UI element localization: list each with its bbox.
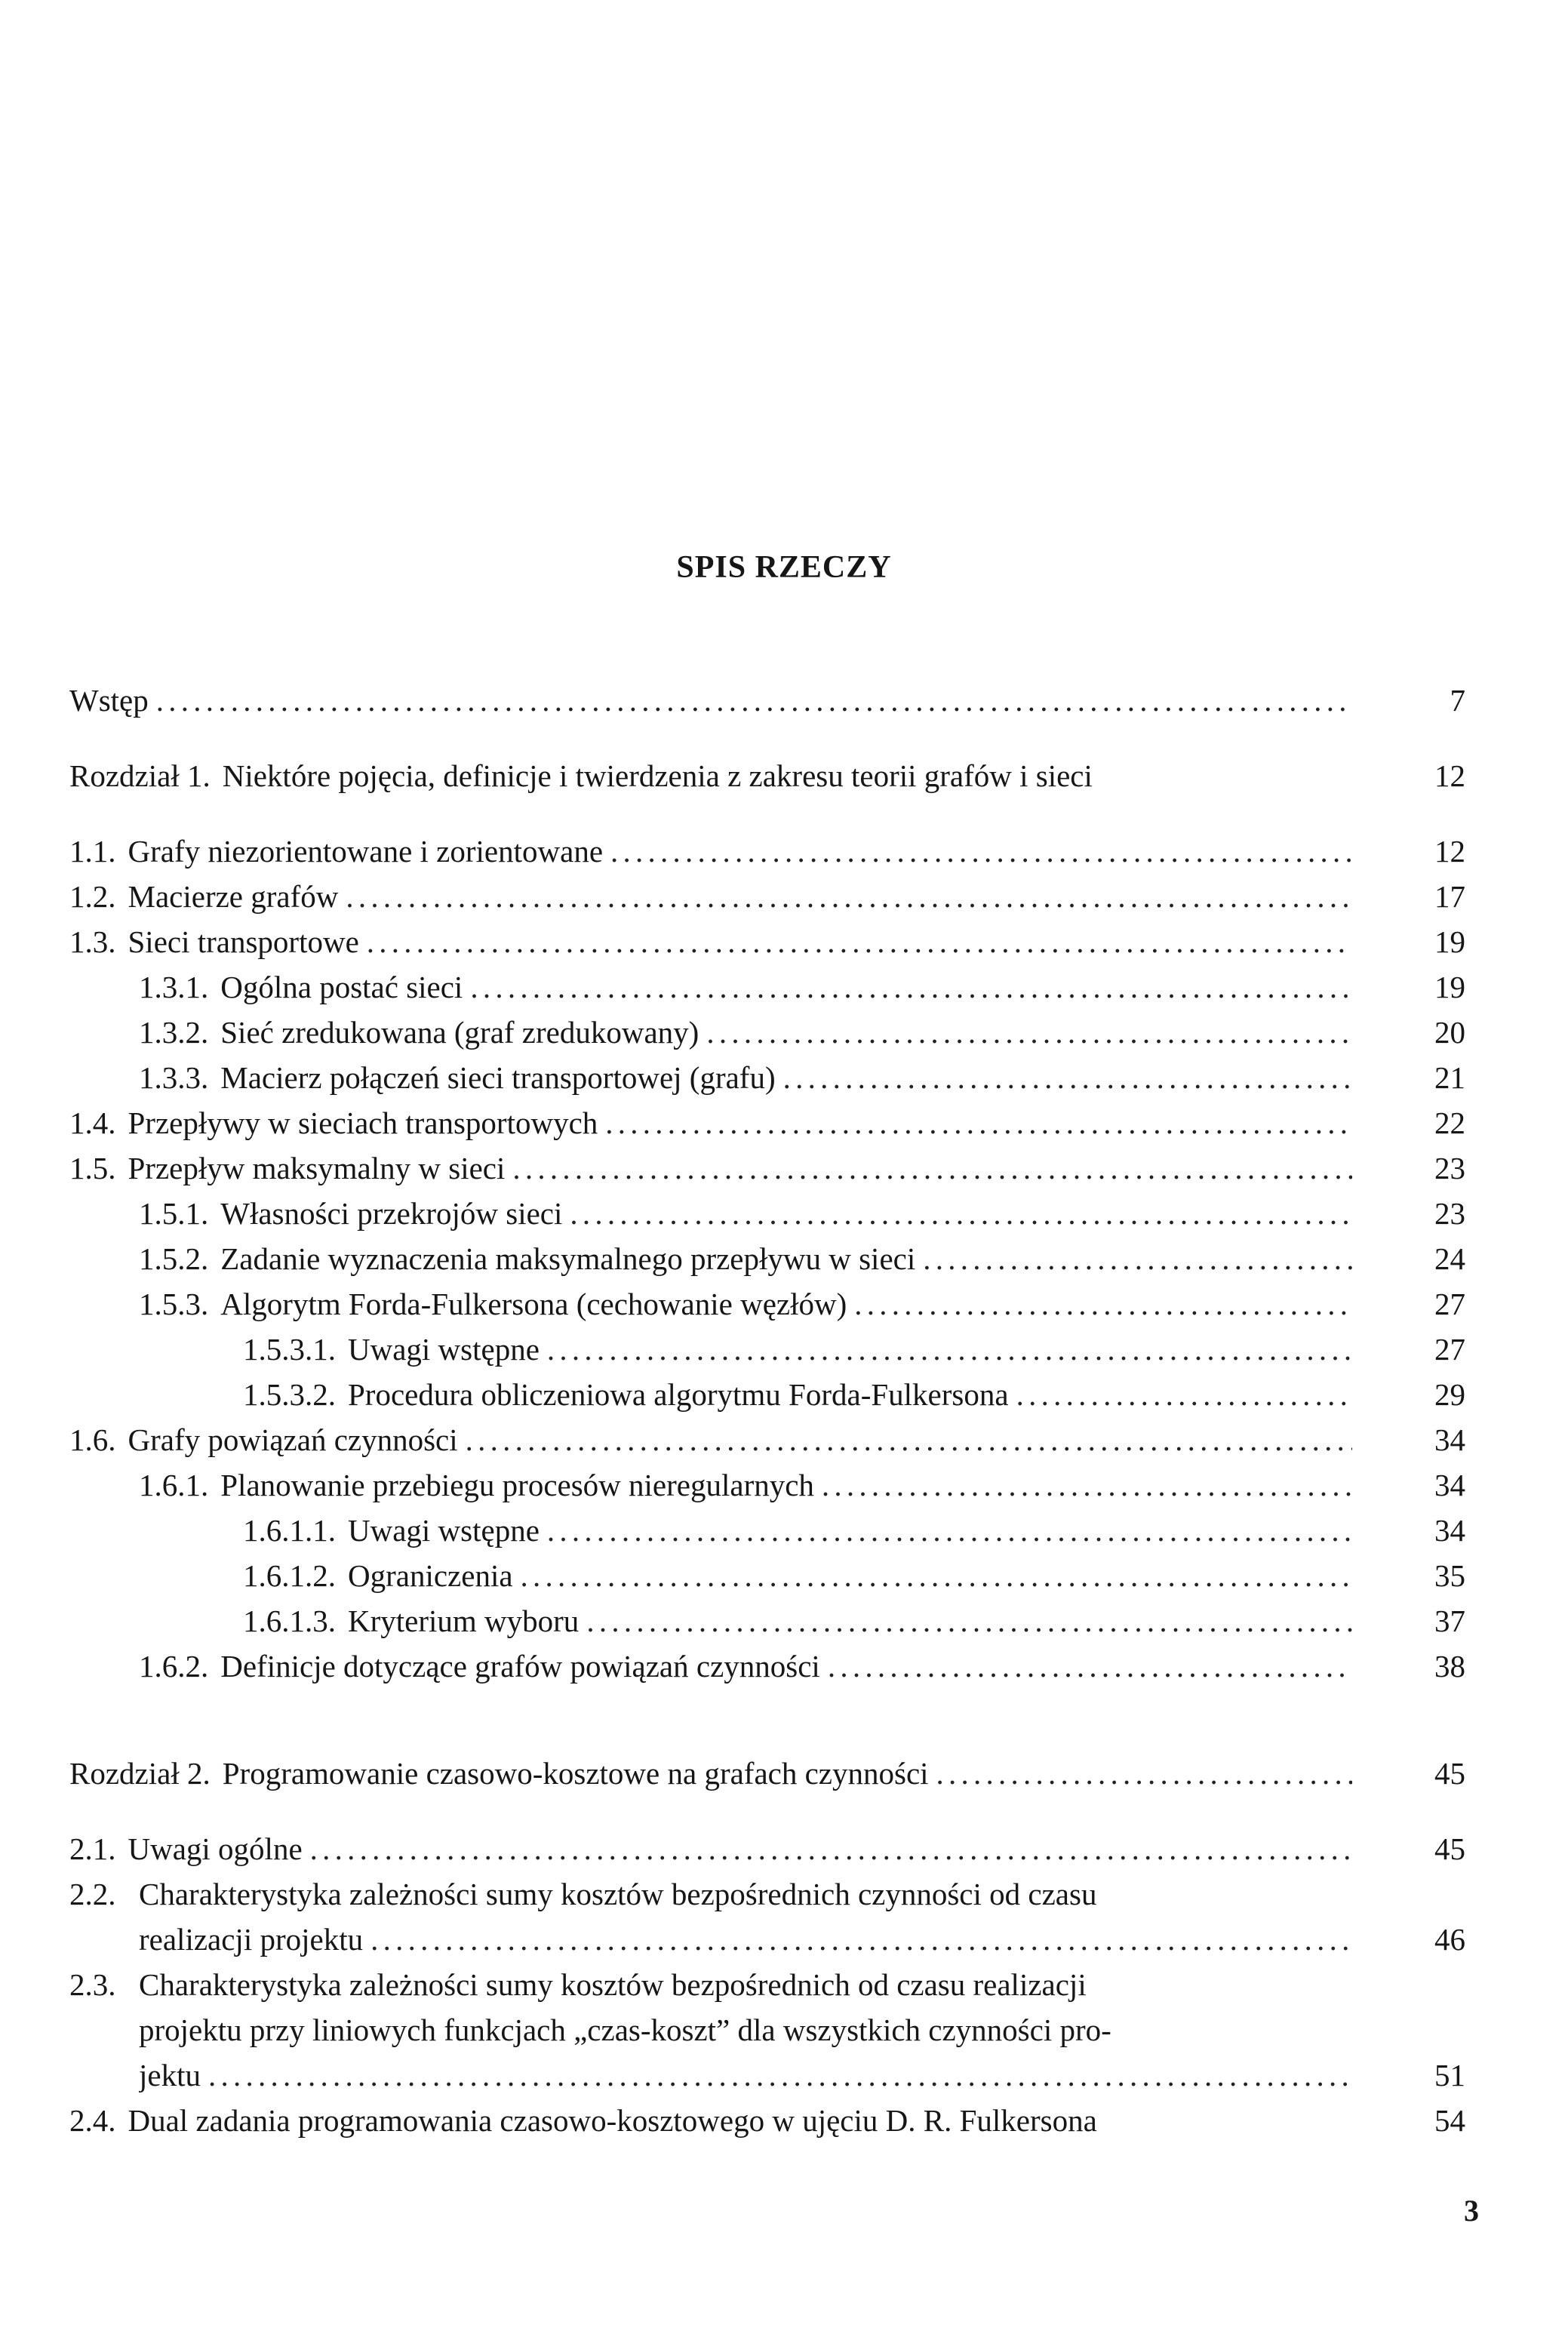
toc-entry-text: Programowanie czasowo-kosztowe na grafach czynności [222, 1756, 929, 1791]
toc-entry-text: Macierz połączeń sieci transportowej (grafu) [220, 1060, 776, 1095]
toc-entry [69, 964, 1465, 1010]
toc-page-number: 29 [1434, 1377, 1465, 1412]
toc-entry-number: Rozdział 2. [69, 1756, 211, 1791]
toc-entry-line [139, 1871, 1352, 1917]
leader-dots [547, 1327, 1352, 1372]
toc-entry-multiline [69, 1962, 1465, 2098]
toc-entry-text: Macierze grafów [128, 879, 339, 914]
toc-entry [69, 1191, 1465, 1236]
toc-page-number: 27 [1434, 1332, 1465, 1367]
toc-entry-number: 1.3.1. [139, 970, 209, 1004]
toc-entry-text: Sieć zredukowana (graf zredukowany) [220, 1015, 699, 1050]
toc-page-number: 34 [1434, 1513, 1465, 1548]
toc-entry-number: 2.3. [69, 1967, 116, 2002]
toc-page-number: 27 [1434, 1287, 1465, 1321]
toc-entry-number: 1.6.1.3. [243, 1604, 336, 1638]
toc-entry [69, 1372, 1465, 1417]
toc-entry-text: Definicje dotyczące grafów powiązań czynności [220, 1649, 820, 1684]
toc-entry-text: Uwagi ogólne [128, 1831, 303, 1866]
leader-dots [828, 1644, 1352, 1689]
leader-dots [470, 964, 1352, 1010]
toc-entry-text: Przepływy w sieciach transportowych [128, 1105, 598, 1140]
toc-page-number: 38 [1434, 1649, 1465, 1684]
toc-page-number: 7 [1450, 683, 1465, 718]
toc-entry-text: Wstęp [69, 683, 149, 718]
leader-dots [610, 829, 1352, 874]
toc-entry-number: 1.3.2. [139, 1015, 209, 1050]
toc-entry [69, 1145, 1465, 1191]
toc-entry-number: 1.4. [69, 1105, 116, 1140]
page-title: SPIS RZECZY [676, 550, 892, 585]
leader-dots [208, 2053, 1352, 2098]
toc-entry [69, 829, 1465, 874]
toc-entry-number: 1.5.3. [139, 1287, 209, 1321]
toc-entry [69, 1417, 1465, 1462]
toc-entry-number: Rozdział 1. [69, 758, 211, 793]
toc-entry [69, 1281, 1465, 1327]
toc-page-number: 45 [1434, 1831, 1465, 1866]
toc-entry-number: 2.4. [69, 2103, 116, 2138]
toc-entry-line [139, 2053, 1352, 2098]
toc-entry [69, 1598, 1465, 1644]
toc-page-number: 12 [1434, 758, 1465, 793]
leader-dots [923, 1236, 1352, 1281]
toc-entry-number: 2.1. [69, 1831, 116, 1866]
toc-page-number: 23 [1434, 1196, 1465, 1231]
leader-dots [370, 1917, 1352, 1962]
toc-page-number: 51 [1434, 2058, 1465, 2093]
toc-entry [69, 1327, 1465, 1372]
toc-page-number: 37 [1434, 1604, 1465, 1638]
toc-page-number: 34 [1434, 1468, 1465, 1502]
toc-entry-text: Ograniczenia [348, 1558, 513, 1593]
toc-entry [69, 1010, 1465, 1055]
toc-entry [69, 1644, 1465, 1689]
leader-dots [466, 1417, 1352, 1462]
toc-entry-line [139, 1962, 1352, 2007]
toc-page-number: 45 [1434, 1756, 1465, 1791]
leader-dots [605, 1100, 1352, 1145]
toc-entry-text: Grafy niezorientowane i zorientowane [128, 834, 604, 869]
leader-dots [521, 1553, 1352, 1598]
toc-entry-text: Ogólna postać sieci [220, 970, 463, 1004]
toc-entry-number: 1.6. [69, 1422, 116, 1457]
table-of-contents [69, 678, 1465, 2143]
leader-dots [547, 1508, 1352, 1553]
toc-entry-chapter-1 [69, 753, 1465, 798]
leader-dots [570, 1191, 1352, 1236]
toc-entry-number: 1.5.3.2. [243, 1377, 336, 1412]
toc-entry [69, 1055, 1465, 1100]
leader-dots [1016, 1372, 1352, 1417]
toc-entry-number: 1.6.2. [139, 1649, 209, 1684]
leader-dots [512, 1145, 1352, 1191]
toc-entry-text: Charakterystyka zależności sumy kosztów bezpośrednich od czasu realizacji [139, 1967, 1087, 2002]
toc-entry-number: 1.1. [69, 834, 116, 869]
leader-dots [346, 874, 1352, 919]
toc-entry [69, 1462, 1465, 1508]
toc-entry-text: Uwagi wstępne [348, 1513, 540, 1548]
toc-page-number: 24 [1434, 1241, 1465, 1276]
toc-entry [69, 1826, 1465, 1871]
toc-entry-number: 1.5.1. [139, 1196, 209, 1231]
toc-entry-number: 1.3.3. [139, 1060, 209, 1095]
toc-entry-number: 1.5.2. [139, 1241, 209, 1276]
toc-entry-text: Uwagi wstępne [348, 1332, 540, 1367]
toc-entry-multiline [69, 1871, 1465, 1962]
toc-entry-text: Grafy powiązań czynności [128, 1422, 458, 1457]
leader-dots [822, 1462, 1352, 1508]
toc-page-number: 21 [1434, 1060, 1465, 1095]
toc-entry-line [139, 2007, 1352, 2053]
leader-dots [586, 1598, 1352, 1644]
toc-entry-text: Planowanie przebiegu procesów nieregularnych [220, 1468, 814, 1502]
toc-entry-text: Niektóre pojęcia, definicje i twierdzenia z zakresu teorii grafów i sieci [222, 758, 1093, 793]
leader-dots [854, 1281, 1352, 1327]
toc-entry [69, 1508, 1465, 1553]
toc-entry-number: 1.2. [69, 879, 116, 914]
toc-entry-chapter-2 [69, 1751, 1465, 1796]
toc-entry-number: 2.2. [69, 1877, 116, 1911]
toc-entry-wstep [69, 678, 1465, 723]
toc-entry-text: Zadanie wyznaczenia maksymalnego przepływu w sieci [220, 1241, 916, 1276]
leader-dots [367, 919, 1352, 964]
leader-dots [156, 678, 1352, 723]
page-folio-number: 3 [1464, 2194, 1479, 2228]
toc-entry-text: Sieci transportowe [128, 924, 359, 959]
toc-page-number: 23 [1434, 1151, 1465, 1185]
toc-page-number: 12 [1434, 834, 1465, 869]
toc-page-number: 19 [1434, 924, 1465, 959]
toc-entry-number: 1.5.3.1. [243, 1332, 336, 1367]
toc-page-number: 46 [1434, 1922, 1465, 1957]
toc-page-number: 19 [1434, 970, 1465, 1004]
toc-entry [69, 1553, 1465, 1598]
toc-entry-number: 1.6.1.1. [243, 1513, 336, 1548]
leader-dots [310, 1826, 1352, 1871]
toc-page-number: 20 [1434, 1015, 1465, 1050]
toc-entry-text: Własności przekrojów sieci [220, 1196, 563, 1231]
toc-entry-number: 1.6.1. [139, 1468, 209, 1502]
toc-entry [69, 1100, 1465, 1145]
toc-entry [69, 1236, 1465, 1281]
toc-page-number: 54 [1434, 2103, 1465, 2138]
toc-entry-number: 1.6.1.2. [243, 1558, 336, 1593]
toc-entry-text: Charakterystyka zależności sumy kosztów bezpośrednich czynności od czasu [139, 1877, 1097, 1911]
toc-page-number: 35 [1434, 1558, 1465, 1593]
toc-page-number: 17 [1434, 879, 1465, 914]
toc-entry [69, 919, 1465, 964]
toc-entry-text: realizacji projektu [139, 1922, 364, 1957]
toc-entry-text: Algorytm Forda-Fulkersona (cechowanie węzłów) [220, 1287, 847, 1321]
leader-dots [783, 1055, 1352, 1100]
toc-entry-text: Przepływ maksymalny w sieci [128, 1151, 506, 1185]
toc-entry-line [139, 1917, 1352, 1962]
toc-entry-number: 1.3. [69, 924, 116, 959]
toc-entry-text: jektu [139, 2058, 201, 2093]
toc-entry-number: 1.5. [69, 1151, 116, 1185]
toc-entry-text: Kryterium wyboru [348, 1604, 580, 1638]
toc-page-number: 22 [1434, 1105, 1465, 1140]
leader-dots [936, 1751, 1352, 1796]
toc-entry-text: projektu przy liniowych funkcjach „czas-koszt” dla wszystkich czynności pro- [139, 2013, 1111, 2047]
leader-dots [706, 1010, 1352, 1055]
toc-page-number: 34 [1434, 1422, 1465, 1457]
toc-entry-text: Procedura obliczeniowa algorytmu Forda-Fulkersona [348, 1377, 1009, 1412]
toc-entry [69, 874, 1465, 919]
toc-entry [69, 2098, 1465, 2143]
toc-entry-text: Dual zadania programowania czasowo-kosztowego w ujęciu D. R. Fulkersona [128, 2103, 1097, 2138]
